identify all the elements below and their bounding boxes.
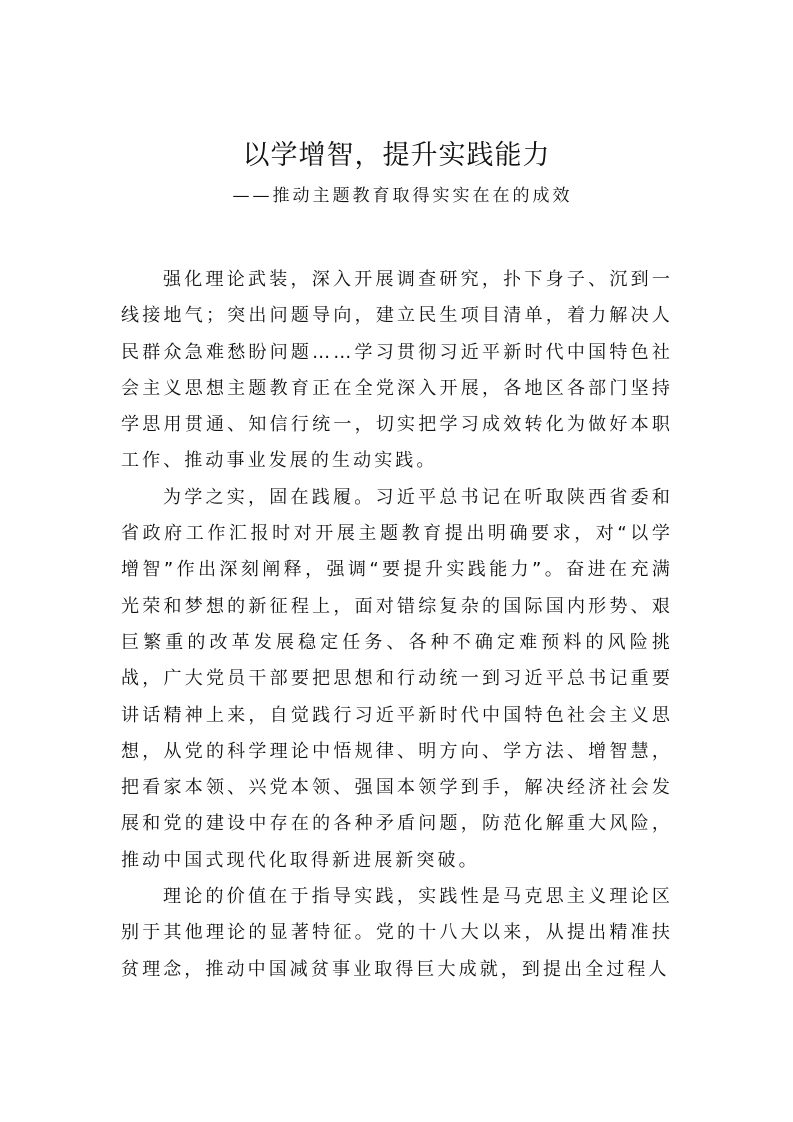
- document-subtitle: ——推动主题教育取得实实在在的成效: [232, 186, 573, 206]
- document-title: 以学增智，提升实践能力: [242, 140, 551, 171]
- paragraph-1: 强化理论武装，深入开展调查研究，扑下身子、沉到一线接地气；突出问题导向，建立民生项目清单，着力解决人民群众急难愁盼问题……学习贯彻习近平新时代中国特色社会主义思想主题教育正在全党深入开展，各地区各部门坚持学思用贯通、知信行统一，切实把学习成效转化为做好本职工作、推动事业发展的生动实践。: [121, 269, 673, 472]
- document-body: [121, 262, 673, 988]
- paragraph-2: 为学之实，固在践履。习近平总书记在听取陕西省委和省政府工作汇报时对开展主题教育提出明确要求，对“以学增智”作出深刻阐释，强调“要提升实践能力”。奋进在充满光荣和梦想的新征程上，面对错综复杂的国际国内形势、艰巨繁重的改革发展稳定任务、各种不确定难预料的风险挑战，广大党员干部要把思想和行动统一到习近平总书记重要讲话精神上来，自觉践行习近平新时代中国特色社会主义思想，从党的科学理论中悟规律、明方向、学方法、增智慧，把看家本领、兴党本领、强国本领学到手，解决经济社会发展和党的建设中存在的各种矛盾问题，防范化解重大风险，推动中国式现代化取得新进展新突破。: [121, 486, 673, 871]
- paragraph-3: 理论的价值在于指导实践，实践性是马克思主义理论区别于其他理论的显著特征。党的十八大以来，从提出精准扶贫理念，推动中国减贫事业取得巨大成就，到提出全过程人: [121, 886, 673, 980]
